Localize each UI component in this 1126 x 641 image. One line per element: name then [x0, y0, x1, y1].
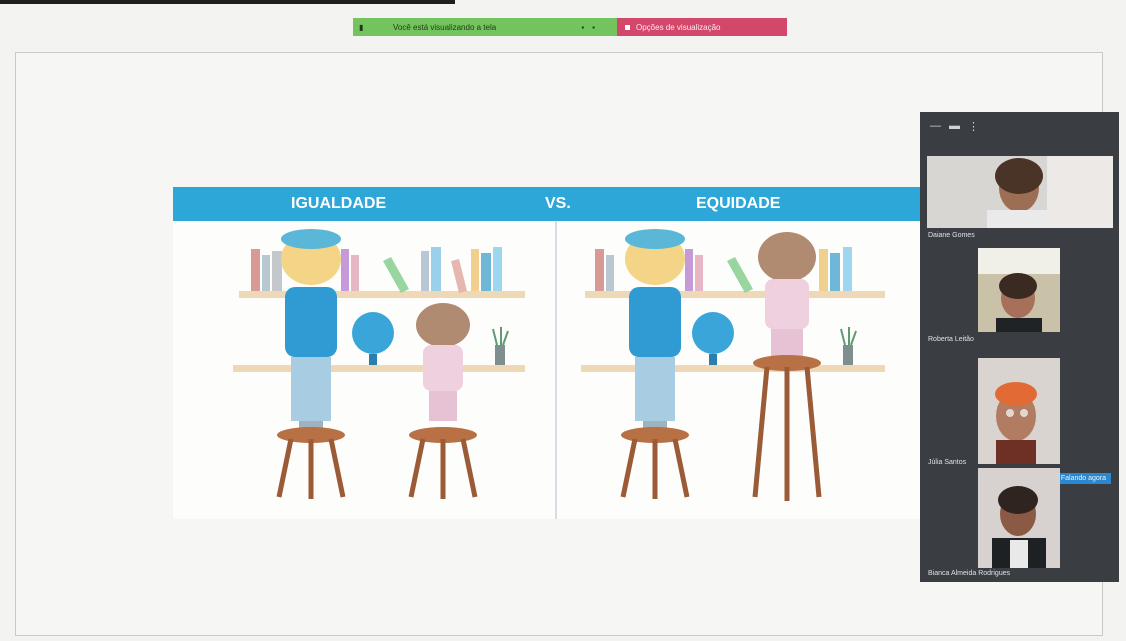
slide-title-equality: IGUALDADE — [291, 195, 387, 212]
view-options-button[interactable] — [617, 18, 787, 36]
participant-name: Bianca Almeida Rodrigues — [928, 570, 1011, 577]
minimize-icon[interactable]: — — [930, 120, 941, 132]
scan-edge — [0, 0, 455, 4]
active-speaker-badge: Falando agora — [1056, 473, 1111, 484]
participant-video — [978, 468, 1060, 568]
participant-name: Júlia Santos — [928, 459, 967, 466]
stop-icon — [625, 25, 630, 30]
share-banner — [353, 18, 787, 36]
participant-video — [978, 358, 1060, 464]
equity-illustration — [557, 221, 923, 519]
banner-controls[interactable]: ▪▪ — [581, 22, 603, 32]
viewing-screen-text: Você está visualizando a tela — [393, 22, 497, 32]
participant-name: Daiane Gomes — [928, 232, 975, 239]
participant-video-panel — [920, 112, 1119, 582]
participant-video — [978, 248, 1060, 332]
slide-title-equity: EQUIDADE — [696, 195, 781, 212]
more-icon[interactable]: ⋮ — [968, 120, 979, 133]
participant-video-tile[interactable] — [978, 248, 1060, 332]
participant-video-tile[interactable] — [927, 156, 1113, 228]
viewing-screen-banner[interactable] — [353, 18, 617, 36]
share-screen-icon: ▮ — [359, 22, 364, 32]
participant-name: Roberta Leitão — [928, 336, 974, 343]
equality-illustration — [173, 221, 555, 519]
presentation-slide — [173, 187, 923, 519]
participant-video-tile[interactable] — [978, 468, 1060, 568]
slide-title-vs: VS. — [545, 195, 571, 212]
panel-toolbar — [920, 112, 1119, 140]
view-options-label: Opções de visualização — [636, 22, 721, 32]
gallery-view-icon[interactable]: ▬ — [949, 120, 960, 132]
participant-video — [927, 156, 1113, 228]
participant-video-tile[interactable] — [978, 358, 1060, 464]
